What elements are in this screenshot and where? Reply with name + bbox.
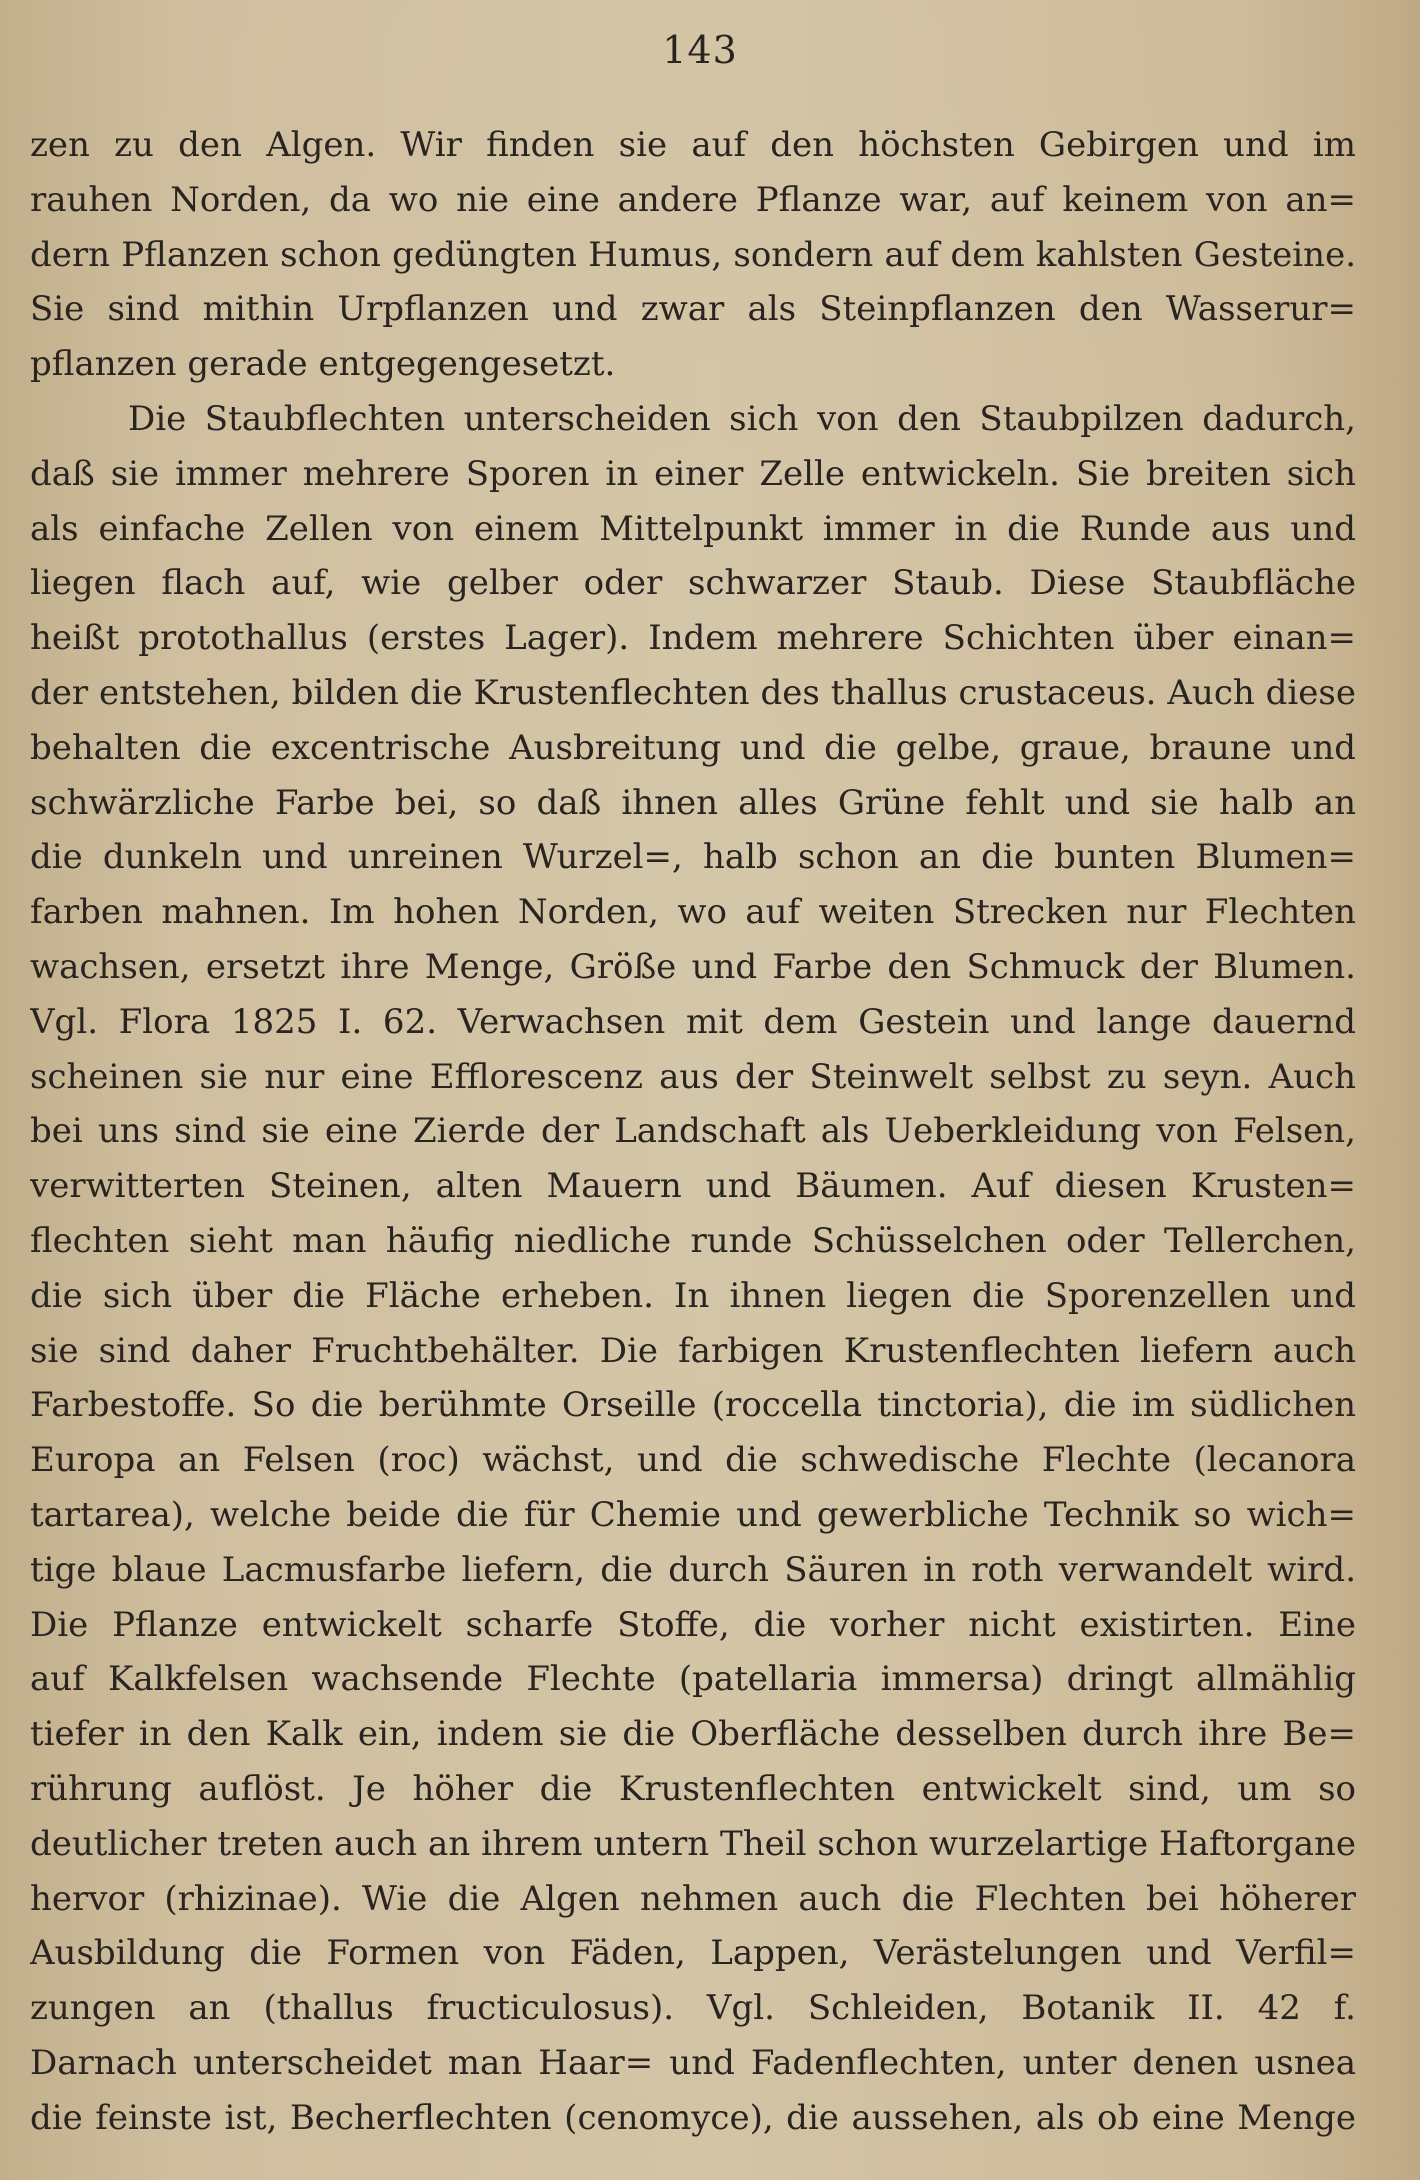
text-line: die dunkeln und unreinen Wurzel=, halb schon an die bunten Blumen= <box>30 837 1356 878</box>
text-line: hervor (rhizinae). Wie die Algen nehmen auch die Flechten bei höherer <box>30 1878 1356 1919</box>
text-line: rauhen Norden, da wo nie eine andere Pflanze war, auf keinem von an= <box>30 179 1356 220</box>
text-line: verwitterten Steinen, alten Mauern und Bäumen. Auf diesen Krusten= <box>30 1166 1356 1207</box>
text-line: Vgl. Flora 1825 I. 62. Verwachsen mit dem Gestein und lange dauernd <box>30 1001 1356 1042</box>
text-line: wachsen, ersetzt ihre Menge, Größe und Farbe den Schmuck der Blumen. <box>30 946 1356 987</box>
text-line: zen zu den Algen. Wir finden sie auf den höchsten Gebirgen und im <box>30 125 1356 165</box>
text-line: der entstehen, bilden die Krustenflechten des thallus crustaceus. Auch diese <box>30 672 1356 713</box>
text-line: tige blaue Lacmusfarbe liefern, die durch Säuren in roth verwandelt wird. <box>30 1549 1356 1590</box>
text-line: farben mahnen. Im hohen Norden, wo auf weiten Strecken nur Flechten <box>30 892 1356 933</box>
text-line: pflanzen gerade entgegengesetzt. <box>30 344 616 385</box>
text-line: bei uns sind sie eine Zierde der Landschaft als Ueberkleidung von Felsen, <box>30 1111 1356 1152</box>
text-line: behalten die excentrische Ausbreitung und die gelbe, graue, braune und <box>30 727 1356 768</box>
text-line: Ausbildung die Formen von Fäden, Lappen, Verästelungen und Verfil= <box>30 1933 1356 1974</box>
text-line: liegen flach auf, wie gelber oder schwarzer Staub. Diese Staubfläche <box>30 563 1356 604</box>
text-line: Die Pflanze entwickelt scharfe Stoffe, die vorher nicht existirten. Eine <box>30 1604 1356 1645</box>
body-text <box>30 118 1356 2145</box>
text-line: deutlicher treten auch an ihrem untern Theil schon wurzelartige Haftorgane <box>30 1823 1356 1864</box>
text-line: heißt protothallus (erstes Lager). Indem mehrere Schichten über einan= <box>30 618 1356 659</box>
text-line: die sich über die Fläche erheben. In ihnen liegen die Sporenzellen und <box>30 1275 1356 1316</box>
text-line: Farbestoffe. So die berühmte Orseille (roccella tinctoria), die im südlichen <box>30 1385 1356 1426</box>
text-line: tiefer in den Kalk ein, indem sie die Oberfläche desselben durch ihre Be= <box>30 1714 1356 1755</box>
text-line: Darnach unterscheidet man Haar= und Fadenflechten, unter denen usnea <box>30 2042 1356 2083</box>
paragraph-start-line: Die Staubflechten unterscheiden sich von den Staubpilzen dadurch, <box>128 398 1356 439</box>
text-line: flechten sieht man häufig niedliche runde Schüsselchen oder Tellerchen, <box>30 1220 1356 1261</box>
text-line: zungen an (thallus fructiculosus). Vgl. Schleiden, Botanik II. 42 f. <box>30 1988 1356 2029</box>
text-line: daß sie immer mehrere Sporen in einer Zelle entwickeln. Sie breiten sich <box>30 453 1356 494</box>
text-line: schwärzliche Farbe bei, so daß ihnen alles Grüne fehlt und sie halb an <box>30 782 1356 823</box>
text-line: dern Pflanzen schon gedüngten Humus, sondern auf dem kahlsten Gesteine. <box>30 234 1356 275</box>
text-line: Sie sind mithin Urpflanzen und zwar als Steinpflanzen den Wasserur= <box>30 289 1356 330</box>
text-line: auf Kalkfelsen wachsende Flechte (patellaria immersa) dringt allmählig <box>30 1659 1356 1700</box>
page-number: 143 <box>662 28 738 72</box>
text-line: sie sind daher Fruchtbehälter. Die farbigen Krustenflechten liefern auch <box>30 1330 1356 1371</box>
text-line: Europa an Felsen (roc) wächst, und die schwedische Flechte (lecanora <box>30 1440 1356 1481</box>
text-line: scheinen sie nur eine Efflorescenz aus der Steinwelt selbst zu seyn. Auch <box>30 1056 1356 1097</box>
text-line: tartarea), welche beide die für Chemie und gewerbliche Technik so wich= <box>30 1494 1356 1535</box>
text-line: als einfache Zellen von einem Mittelpunkt immer in die Runde aus und <box>30 508 1356 549</box>
text-line: rührung auflöst. Je höher die Krustenflechten entwickelt sind, um so <box>30 1768 1356 1809</box>
text-line: die feinste ist, Becherflechten (cenomyce), die aussehen, als ob eine Menge <box>30 2097 1356 2138</box>
